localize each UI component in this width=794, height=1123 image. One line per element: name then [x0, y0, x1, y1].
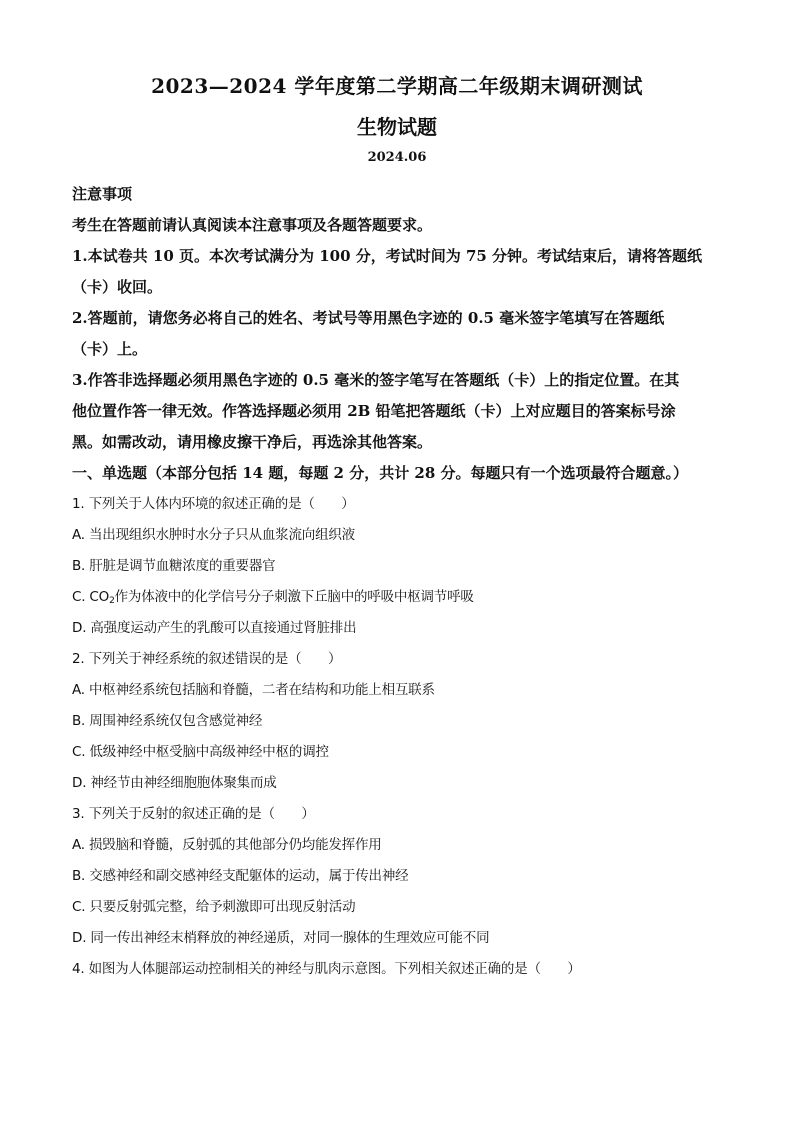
question-3-option-a: A. 损毁脑和脊髓，反射弧的其他部分仍均能发挥作用: [72, 837, 382, 853]
question-3-option-c: C. 只要反射弧完整，给予刺激即可出现反射活动: [72, 899, 356, 915]
notice-item-3-line-1: 3.作答非选择题必须用黑色字迹的 0.5 毫米的签字笔写在答题纸（卡）上的指定位置。在其: [72, 371, 680, 389]
option-c-prefix: C. CO: [72, 589, 110, 605]
notice-item-2-line-1: 2.答题前，请您务必将自己的姓名、考试号等用黑色字迹的 0.5 毫米签字笔填写在答题纸: [72, 309, 665, 327]
notice-item-3-line-3: 黑。如需改动，请用橡皮擦干净后，再选涂其他答案。: [72, 433, 433, 451]
question-4-stem: 4. 如图为人体腿部运动控制相关的神经与肌肉示意图。下列相关叙述正确的是（ ）: [72, 961, 581, 977]
question-1-option-d: D. 高强度运动产生的乳酸可以直接通过肾脏排出: [72, 620, 357, 636]
question-1-option-c: [72, 582, 722, 613]
question-2-stem: 2. 下列关于神经系统的叙述错误的是（ ）: [72, 651, 342, 667]
question-3-option-b: B. 交感神经和副交感神经支配躯体的运动，属于传出神经: [72, 868, 409, 884]
co2-subscript: 2: [109, 596, 115, 606]
question-1-stem: 1. 下列关于人体内环境的叙述正确的是（ ）: [72, 496, 355, 512]
section-heading: 一、单选题（本部分包括 14 题，每题 2 分，共计 28 分。每题只有一个选项最符合题意。）: [72, 464, 689, 482]
notice-item-3-line-2: 他位置作答一律无效。作答选择题必须用 2B 铅笔把答题纸（卡）上对应题目的答案标号涂: [72, 402, 676, 420]
question-1-option-a: A. 当出现组织水肿时水分子只从血浆流向组织液: [72, 527, 355, 543]
option-c-text: 作为体液中的化学信号分子刺激下丘脑中的呼吸中枢调节呼吸: [114, 589, 474, 605]
notice-heading: 注意事项: [72, 185, 133, 203]
question-3-option-d: D. 同一传出神经末梢释放的神经递质，对同一腺体的生理效应可能不同: [72, 930, 490, 946]
question-2-option-b: B. 周围神经系统仅包含感觉神经: [72, 713, 263, 729]
notice-item-1-line-1: 1.本试卷共 10 页。本次考试满分为 100 分，考试时间为 75 分钟。考试结束后，请将答题纸: [72, 247, 703, 265]
notice-item-1-line-2: （卡）收回。: [72, 278, 163, 296]
exam-date: 2024.06: [367, 150, 427, 165]
question-2-option-d: D. 神经节由神经细胞胞体聚集而成: [72, 775, 277, 791]
question-1-option-b: B. 肝脏是调节血糖浓度的重要器官: [72, 558, 276, 574]
exam-title: 2023—2024 学年度第二学期高二年级期末调研测试: [151, 74, 643, 98]
subject-title: 生物试题: [357, 115, 437, 139]
question-2-option-a: A. 中枢神经系统包括脑和脊髓，二者在结构和功能上相互联系: [72, 682, 435, 698]
notice-item-2-line-2: （卡）上。: [72, 340, 148, 358]
exam-body: [72, 179, 722, 985]
question-2-option-c: C. 低级神经中枢受脑中高级神经中枢的调控: [72, 744, 329, 760]
question-3-stem: 3. 下列关于反射的叙述正确的是（ ）: [72, 806, 315, 822]
notice-intro: 考生在答题前请认真阅读本注意事项及各题答题要求。: [72, 216, 433, 234]
